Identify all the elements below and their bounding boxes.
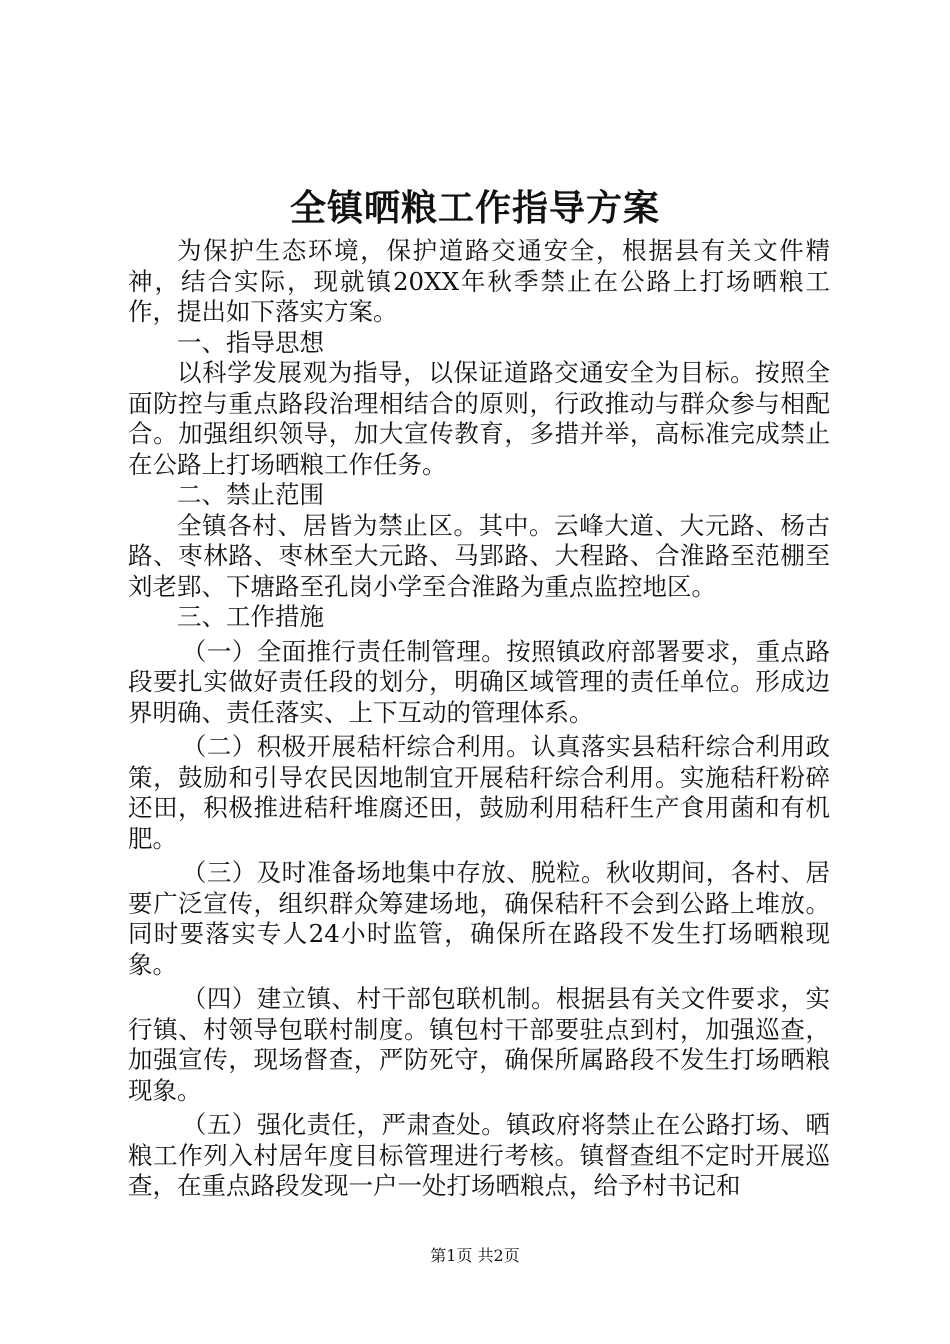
page-footer: 第1页 共2页 [430,1246,520,1265]
measure-item: （五）强化责任，严肃查处。镇政府将禁止在公路打场、晒粮工作列入村居年度目标管理进行考核。镇督查组不定时开展巡查，在重点路段发现一户一处打场晒粮点，给予村书记和 [128,1110,830,1200]
measure-item: （四）建立镇、村干部包联机制。根据县有关文件要求，实行镇、村领导包联村制度。镇包村干部要驻点到村，加强巡查，加强宣传，现场督查，严防死守，确保所属路段不发生打场晒粮现象。 [128,984,830,1105]
document-title: 全镇晒粮工作指导方案 [289,187,660,229]
section-text-guiding-ideology: 以科学发展观为指导，以保证道路交通安全为目标。按照全面防控与重点路段治理相结合的原则，行政推动与群众参与相配合。加强组织领导，加大宣传教育，多措并举，高标准完成禁止在公路上打场晒粮工作任务。 [128,358,830,479]
section-text-prohibited-scope: 全镇各村、居皆为禁止区。其中。云峰大道、大元路、杨古路、枣林路、枣林至大元路、马郢路、大程路、合淮路至范棚至刘老郢、下塘路至孔岗小学至合淮路为重点监控地区。 [128,510,830,601]
section-heading-guiding-ideology: 一、指导思想 [177,327,324,357]
section-heading-work-measures: 三、工作措施 [177,602,324,631]
measure-item: （三）及时准备场地集中存放、脱粒。秋收期间，各村、居要广泛宣传，组织群众筹建场地，确保秸秆不会到公路上堆放。同时要落实专人24小时监管，确保所在路段不发生打场晒粮现象。 [128,858,830,979]
intro-paragraph: 为保护生态环境，保护道路交通安全，根据县有关文件精神，结合实际，现就镇20XX年秋季禁止在公路上打场晒粮工作，提出如下落实方案。 [128,236,830,326]
section-heading-prohibited-scope: 二、禁止范围 [177,480,324,509]
measure-item: （二）积极开展秸杆综合利用。认真落实县秸秆综合利用政策，鼓励和引导农民因地制宜开展秸秆综合利用。实施秸秆粉碎还田，积极推进秸秆堆腐还田，鼓励利用秸秆生产食用菌和有机肥。 [128,732,830,853]
measure-item: （一）全面推行责任制管理。按照镇政府部署要求，重点路段要扎实做好责任段的划分，明确区域管理的责任单位。形成边界明确、责任落实、上下互动的管理体系。 [128,636,830,727]
document-body [128,236,830,1202]
